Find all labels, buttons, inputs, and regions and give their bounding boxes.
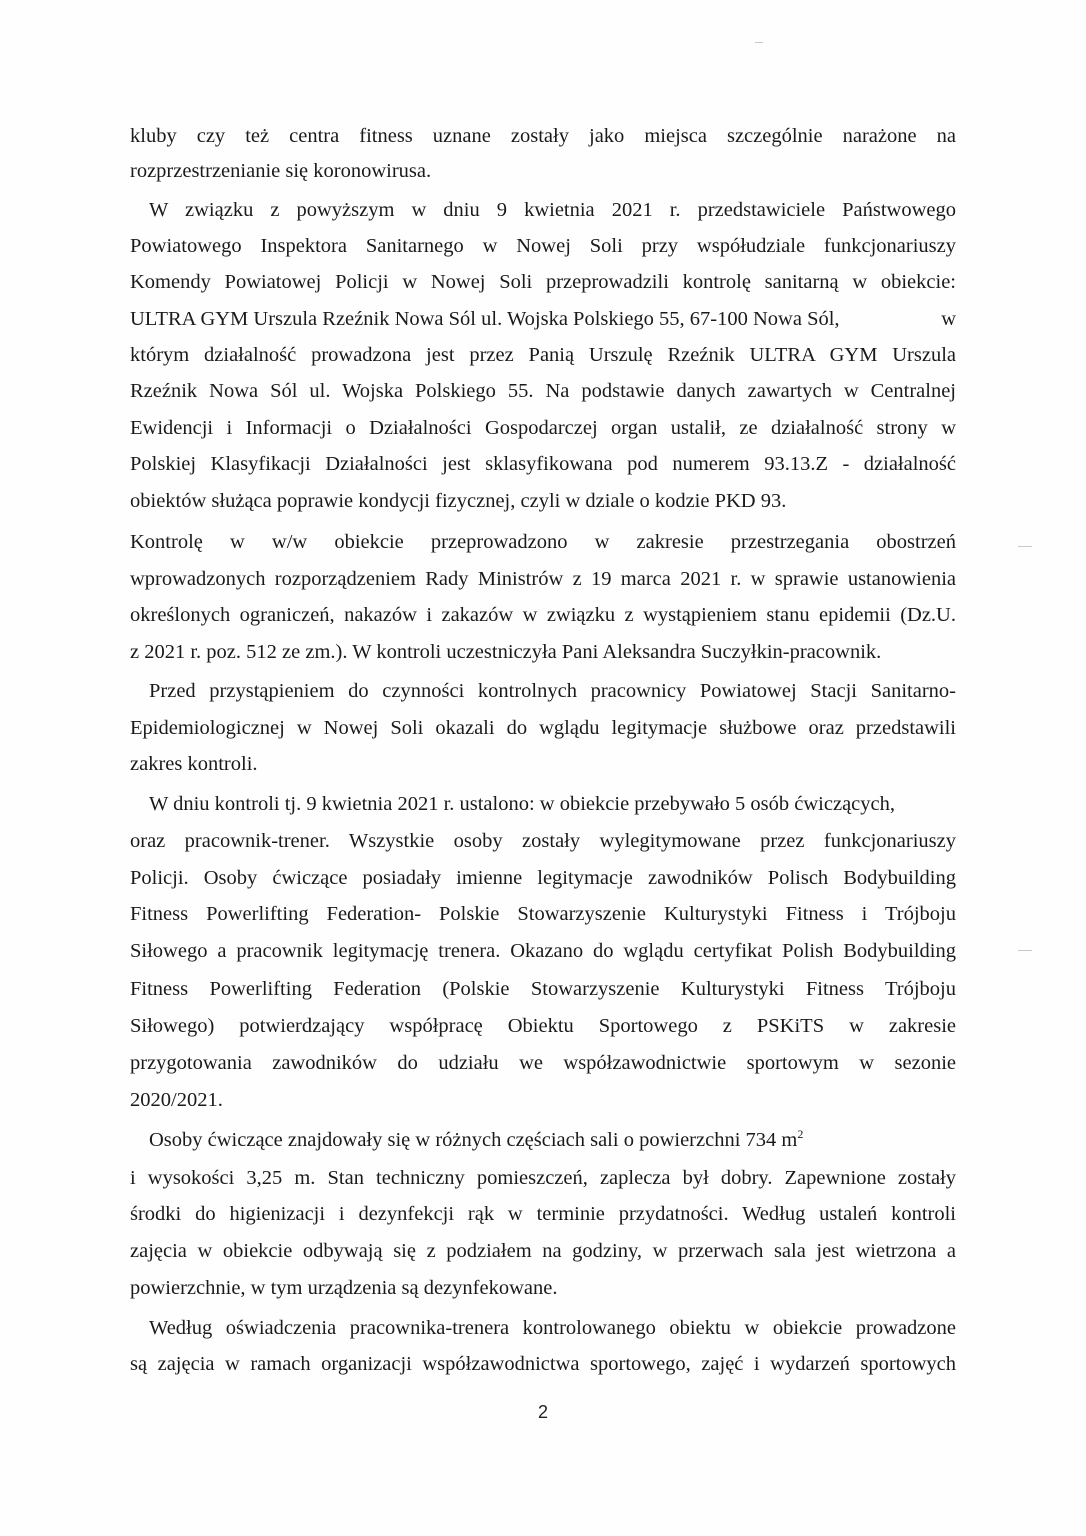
- scan-artifact: [1018, 950, 1032, 951]
- text-line: zajęcia w obiekcie odbywają się z podziałem na godziny, w przerwach sala jest wietrzona a: [130, 1240, 956, 1262]
- text-line: kluby czy też centra fitness uznane zostały jako miejsca szczególnie narażone na: [130, 125, 956, 147]
- text-line: Ewidencji i Informacji o Działalności Gospodarczej organ ustalił, ze działalność strony w: [130, 417, 956, 439]
- text-line: przygotowania zawodników do udziału we współzawodnictwie sportowym w sezonie: [130, 1052, 956, 1074]
- text-line: obiektów służąca poprawie kondycji fizycznej, czyli w dziale o kodzie PKD 93.: [130, 490, 787, 512]
- text-line: Fitness Powerlifting Federation (Polskie Stowarzyszenie Kulturystyki Fitness Trójboju: [130, 978, 956, 1000]
- text-line: Powiatowego Inspektora Sanitarnego w Nowej Soli przy współudziale funkcjonariuszy: [130, 235, 956, 257]
- text-line: Według oświadczenia pracownika-trenera kontrolowanego obiektu w obiekcie prowadzone: [149, 1317, 956, 1339]
- text-line: Epidemiologicznej w Nowej Soli okazali do wglądu legitymacje służbowe oraz przedstawili: [130, 717, 956, 739]
- text-line: Fitness Powerlifting Federation- Polskie Stowarzyszenie Kulturystyki Fitness i Trójboju: [130, 903, 956, 925]
- text-line: W związku z powyższym w dniu 9 kwietnia 2021 r. przedstawiciele Państwowego: [149, 199, 956, 221]
- text-line: środki do higienizacji i dezynfekcji rąk w terminie przydatności. Według ustaleń kontroli: [130, 1203, 956, 1225]
- text-line: powierzchnie, w tym urządzenia są dezynfekowane.: [130, 1277, 558, 1299]
- text-line: Rzeźnik Nowa Sól ul. Wojska Polskiego 55. Na podstawie danych zawartych w Centralnej: [130, 380, 956, 402]
- text-line: Siłowego) potwierdzający współpracę Obiektu Sportowego z PSKiTS w zakresie: [130, 1015, 956, 1037]
- text-line: [130, 307, 956, 331]
- text-line: z 2021 r. poz. 512 ze zm.). W kontroli uczestniczyła Pani Aleksandra Suczyłkin-pracownik.: [130, 641, 882, 663]
- text-line: rozprzestrzenianie się koronowirusa.: [130, 160, 432, 182]
- text-line: oraz pracownik-trener. Wszystkie osoby zostały wylegitymowane przez funkcjonariuszy: [130, 830, 956, 852]
- text-line: 2020/2021.: [130, 1089, 223, 1111]
- text-line: [149, 1128, 956, 1152]
- text-line: są zajęcia w ramach organizacji współzawodnictwa sportowego, zajęć i wydarzeń sportowych: [130, 1353, 956, 1375]
- text-line: którym działalność prowadzona jest przez Panią Urszulę Rzeźnik ULTRA GYM Urszula: [130, 344, 956, 366]
- text-span: ULTRA GYM Urszula Rzeźnik Nowa Sól ul. Wojska Polskiego 55, 67-100 Nowa Sól,: [130, 308, 840, 330]
- text-line: Siłowego a pracownik legitymację trenera. Okazano do wglądu certyfikat Polish Bodybuilding: [130, 940, 956, 962]
- text-line: i wysokości 3,25 m. Stan techniczny pomieszczeń, zaplecza był dobry. Zapewnione zostały: [130, 1167, 956, 1189]
- text-line: określonych ograniczeń, nakazów i zakazów w związku z wystąpieniem stanu epidemii (Dz.U.: [130, 604, 956, 626]
- text-line: Kontrolę w w/w obiekcie przeprowadzono w zakresie przestrzegania obostrzeń: [130, 531, 956, 553]
- text-line: W dniu kontroli tj. 9 kwietnia 2021 r. ustalono: w obiekcie przebywało 5 osób ćwiczących,: [149, 793, 895, 815]
- text-line: Polskiej Klasyfikacji Działalności jest sklasyfikowana pod numerem 93.13.Z - działalność: [130, 453, 956, 475]
- text-span: Osoby ćwiczące znajdowały się w różnych częściach sali o powierzchni 734 m: [149, 1129, 798, 1151]
- page-number: 2: [537, 1402, 548, 1422]
- scan-artifact: [755, 42, 763, 43]
- text-line: Przed przystąpieniem do czynności kontrolnych pracownicy Powiatowej Stacji Sanitarno-: [149, 680, 956, 702]
- scan-artifact: [1018, 546, 1032, 547]
- superscript: 2: [797, 1127, 804, 1142]
- text-line: wprowadzonych rozporządzeniem Rady Ministrów z 19 marca 2021 r. w sprawie ustanowienia: [130, 568, 956, 590]
- text-line: zakres kontroli.: [130, 753, 258, 775]
- text-line: Komendy Powiatowej Policji w Nowej Soli przeprowadzili kontrolę sanitarną w obiekcie:: [130, 271, 956, 293]
- text-span: w: [941, 308, 956, 330]
- text-line: Policji. Osoby ćwiczące posiadały imienne legitymacje zawodników Polisch Bodybuilding: [130, 867, 956, 889]
